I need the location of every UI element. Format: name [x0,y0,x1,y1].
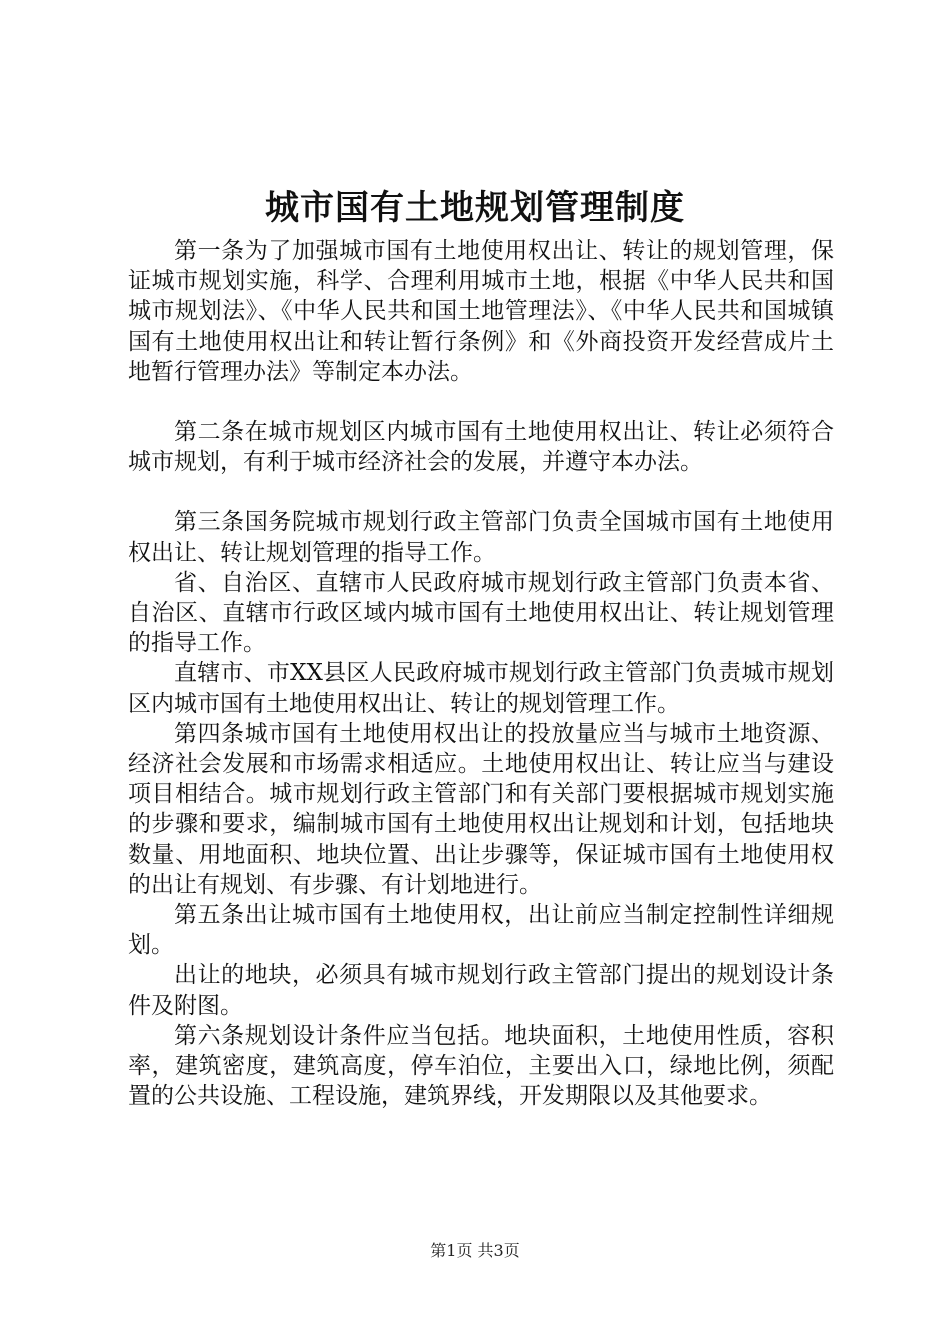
paragraph-article-5-plots: 出让的地块，必须具有城市规划行政主管部门提出的规划设计条件及附图。 [128,962,834,1019]
paragraph-article-1: 第一条为了加强城市国有土地使用权出让、转让的规划管理，保证城市规划实施，科学、合理利用城市土地，根据《中华人民共和国城市规划法》、《中华人民共和国土地管理法》、《中华人民共和国城镇国有土地使用权出让和转让暂行条例》和《外商投资开发经营成片土地暂行管理办法》等制定本办法。 [128,238,834,385]
document-title: 城市国有土地规划管理制度 [265,188,685,228]
paragraph-article-3-provincial: 省、自治区、直辖市人民政府城市规划行政主管部门负责本省、自治区、直辖市行政区域内城市国有土地使用权出让、转让规划管理的指导工作。 [128,569,834,657]
page-number-footer: 第1页 共3页 [430,1241,520,1260]
paragraph-article-3-municipal: 直辖市、市XX县区人民政府城市规划行政主管部门负责城市规划区内城市国有土地使用权出让、转让的规划管理工作。 [128,660,834,717]
paragraph-article-2: 第二条在城市规划区内城市国有土地使用权出让、转让必须符合城市规划，有利于城市经济社会的发展，并遵守本办法。 [128,419,834,476]
paragraph-article-6: 第六条规划设计条件应当包括。地块面积，土地使用性质，容积率，建筑密度，建筑高度，停车泊位，主要出入口，绿地比例，须配置的公共设施、工程设施，建筑界线，开发期限以及其他要求。 [128,1022,834,1110]
paragraph-article-3: 第三条国务院城市规划行政主管部门负责全国城市国有土地使用权出让、转让规划管理的指导工作。 [128,509,834,566]
paragraph-article-4: 第四条城市国有土地使用权出让的投放量应当与城市土地资源、经济社会发展和市场需求相适应。土地使用权出让、转让应当与建设项目相结合。城市规划行政主管部门和有关部门要根据城市规划实施的步骤和要求，编制城市国有土地使用权出让规划和计划，包括地块数量、用地面积、地块位置、出让步骤等，保证城市国有土地使用权的出让有规划、有步骤、有计划地进行。 [128,720,834,898]
paragraph-article-5: 第五条出让城市国有土地使用权，出让前应当制定控制性详细规划。 [128,902,834,959]
document-body [128,236,834,1111]
